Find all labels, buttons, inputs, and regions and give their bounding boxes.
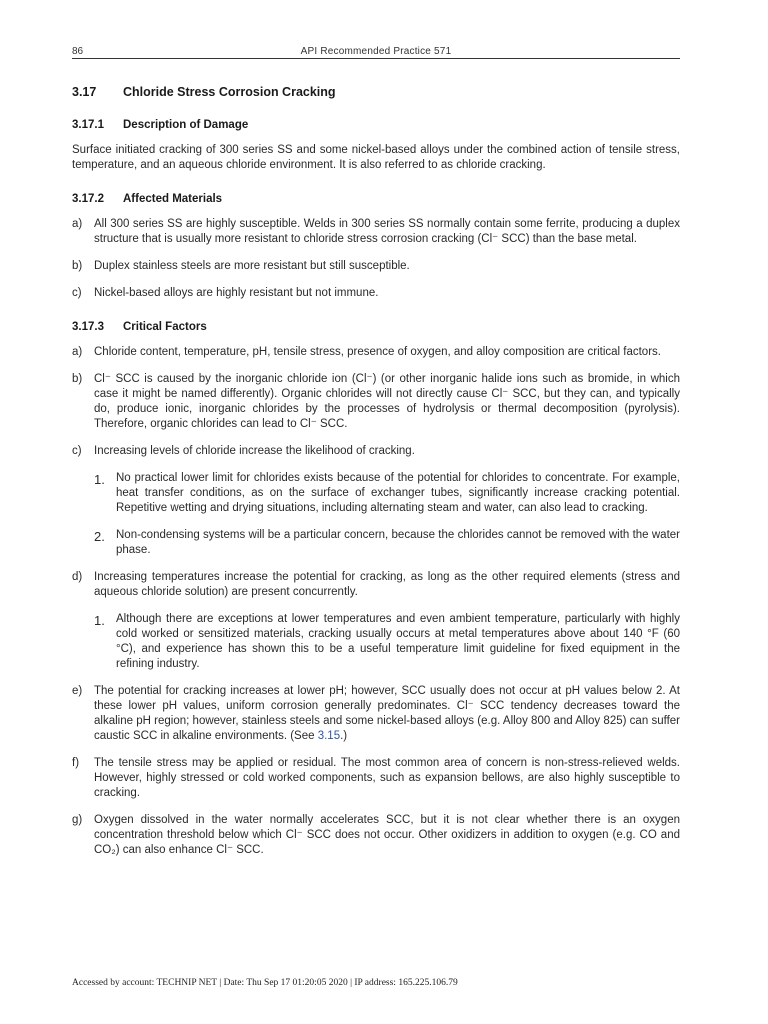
list-item: [72, 345, 680, 360]
subsection-heading-description: [72, 119, 680, 131]
list-item-text: Chloride content, temperature, pH, tensile stress, presence of oxygen, and alloy composition are critical factors.: [94, 346, 661, 358]
list-item-text-part: The potential for cracking increases at lower pH; however, SCC usually does not occur at pH values below 2. At these lower pH values, uniform corrosion generally predominates. Cl⁻ SCC tendency decreases toward the alkaline pH region; however, stainless steels and some nickel-based alloys (e.g. Alloy 800 and Alloy 825) can suffer caustic SCC in alkaline environments. (See: [94, 685, 680, 742]
sub-list-marker: 1.: [94, 472, 105, 487]
list-marker: c): [72, 287, 82, 299]
list-item: [72, 372, 680, 432]
list-item: [72, 286, 680, 301]
sub-list-item-text: Non-condensing systems will be a particular concern, because the chlorides cannot be removed with the water phase.: [116, 529, 680, 556]
subsection-number: 3.17.2: [72, 193, 104, 205]
list-marker: b): [72, 260, 83, 272]
list-marker: d): [72, 571, 83, 583]
subsection-heading-affected-materials: [72, 193, 680, 205]
list-item-text: Nickel-based alloys are highly resistant but not immune.: [94, 287, 379, 299]
page-number: 86: [72, 46, 84, 57]
list-item-text-part: .): [340, 730, 348, 742]
list-item: [72, 444, 680, 459]
list-item-text: Increasing levels of chloride increase the likelihood of cracking.: [94, 445, 415, 457]
subsection-title: Affected Materials: [123, 193, 223, 205]
sub-list-marker: 1.: [94, 613, 105, 628]
sub-list-item-text: Although there are exceptions at lower temperatures and even ambient temperature, particularly with highly cold worked or sensitized materials, cracking usually occurs at metal temperatures above about 140 °F (60 °C), and experience has shown this to be a useful temperature limit guideline for fixed equipment in the refining industry.: [116, 613, 680, 670]
subsection-title: Critical Factors: [123, 321, 207, 333]
section-heading: [72, 85, 680, 99]
list-item-text: [94, 684, 680, 744]
cross-reference-link[interactable]: 3.15: [317, 730, 341, 742]
subsection-title: Description of Damage: [123, 119, 249, 131]
list-marker: g): [72, 814, 83, 826]
list-marker: b): [72, 373, 83, 385]
list-item-text: The tensile stress may be applied or residual. The most common area of concern is non-stress-relieved welds. However, highly stressed or cold worked components, such as expansion bellows, are also highly susceptible to cracking.: [94, 757, 680, 799]
list-marker: a): [72, 346, 83, 358]
running-header: [72, 40, 680, 59]
list-item-text: All 300 series SS are highly susceptible. Welds in 300 series SS normally contain some ferrite, producing a duplex structure that is usually more resistant to chloride stress corrosion cracking (Cl⁻ SCC) than the base metal.: [94, 218, 680, 245]
list-item: [72, 259, 680, 274]
sub-list-item: [94, 471, 680, 516]
subsection-number: 3.17.1: [72, 119, 104, 131]
subsection-heading-critical-factors: [72, 321, 680, 333]
sub-list-item: [94, 612, 680, 672]
list-marker: c): [72, 445, 82, 457]
section-title: Chloride Stress Corrosion Cracking: [123, 85, 336, 99]
list-item-text: Increasing temperatures increase the potential for cracking, as long as the other required elements (stress and aqueous chloride solution) are present concurrently.: [94, 571, 680, 598]
access-footer: Accessed by account: TECHNIP NET | Date: Thu Sep 17 01:20:05 2020 | IP address: 165.225.106.79: [72, 978, 458, 988]
sub-list-marker: 2.: [94, 529, 105, 544]
list-marker: f): [72, 757, 80, 769]
list-marker: e): [72, 685, 83, 697]
running-title: API Recommended Practice 571: [300, 46, 452, 57]
list-item: [72, 217, 680, 247]
document-page: [72, 40, 680, 858]
list-item: [72, 813, 680, 858]
description-paragraph: Surface initiated cracking of 300 series SS and some nickel-based alloys under the combined action of tensile stress, temperature, and an aqueous chloride environment. It is also referred to as chloride cracking.: [72, 144, 680, 171]
list-marker: a): [72, 218, 83, 230]
list-item-text: Cl⁻ SCC is caused by the inorganic chloride ion (Cl⁻) (or other inorganic halide ions such as bromide, in which case it might be named differently). Organic chlorides will not directly cause Cl⁻ SCC, but they can, and typically do, produce ionic, inorganic chlorides by the processes of hydrolysis or thermal decomposition (pyrolysis). Therefore, organic chlorides can lead to Cl⁻ SCC.: [94, 373, 680, 430]
section-number: 3.17: [72, 85, 97, 99]
list-item: [72, 756, 680, 801]
list-item: [72, 684, 680, 744]
list-item-text: Oxygen dissolved in the water normally accelerates SCC, but it is not clear whether there is an oxygen concentration threshold below which Cl⁻ SCC does not occur. Other oxidizers in addition to oxygen (e.g. CO and CO₂) can also enhance Cl⁻ SCC.: [94, 814, 680, 856]
sub-list-item: [94, 528, 680, 558]
sub-list-item-text: No practical lower limit for chlorides exists because of the potential for chlorides to concentrate. For example, heat transfer conditions, as on the surface of exchanger tubes, significantly increase cracking potential. Repetitive wetting and drying situations, including alternating steam and water, can also lead to cracking.: [116, 472, 680, 514]
list-item: [72, 570, 680, 600]
list-item-text: Duplex stainless steels are more resistant but still susceptible.: [94, 260, 410, 272]
subsection-number: 3.17.3: [72, 321, 104, 333]
